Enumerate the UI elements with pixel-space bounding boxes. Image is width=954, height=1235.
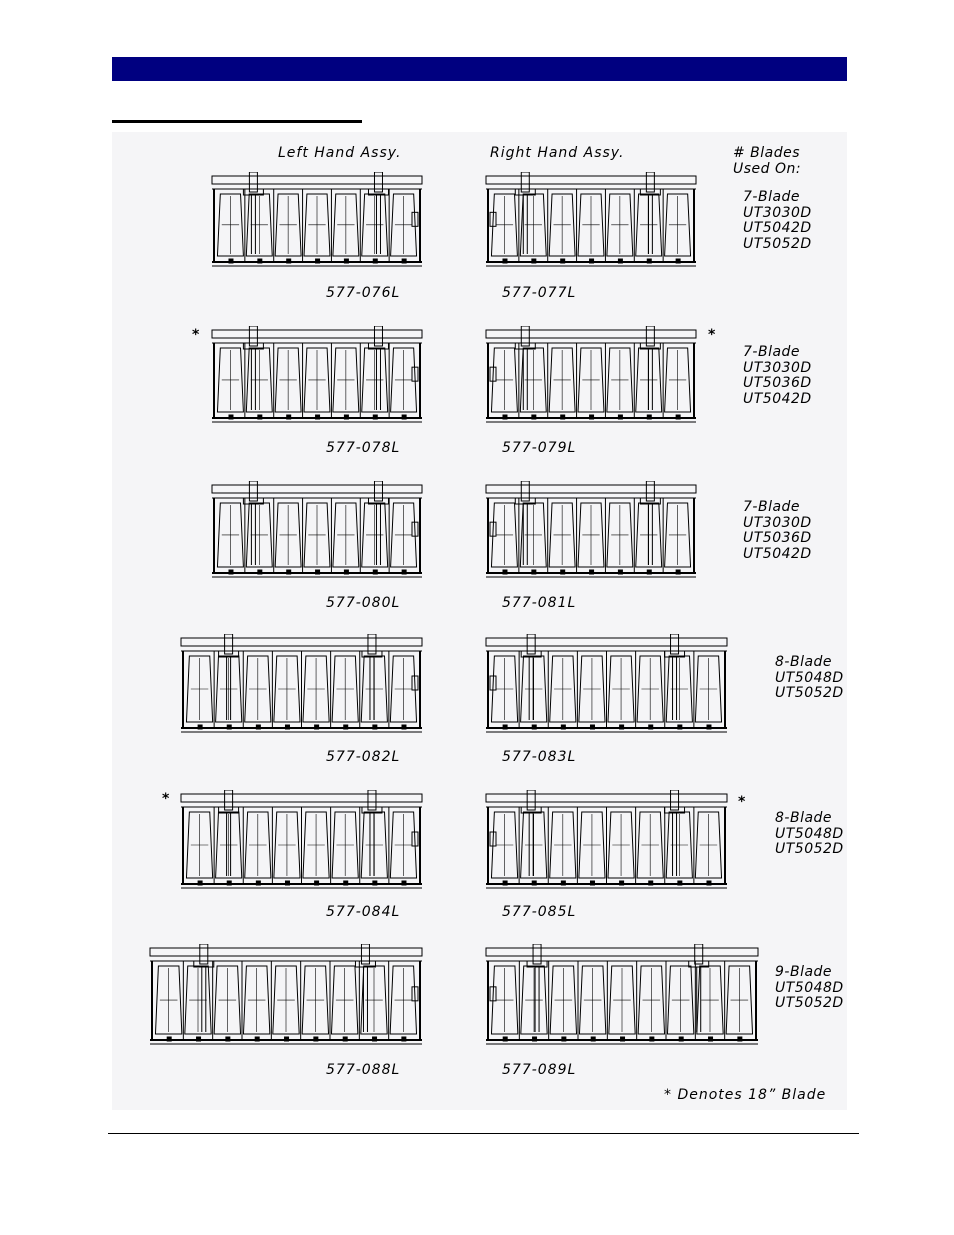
right-assembly-drawing (485, 790, 728, 890)
right-part-number: 577-081L (502, 595, 577, 611)
model-name: UT3030D (743, 359, 812, 376)
header-bar (112, 57, 847, 81)
model-name: UT3030D (743, 514, 812, 531)
blades-header-line1: # Blades (733, 145, 801, 161)
star-marker: * (162, 791, 170, 807)
left-part-number: 577-078L (326, 440, 401, 456)
right-part-number: 577-083L (502, 749, 577, 765)
right-hand-header: Right Hand Assy. (490, 145, 625, 161)
left-hand-header: Left Hand Assy. (278, 145, 402, 161)
right-part-number: 577-089L (502, 1062, 577, 1078)
model-name: UT5042D (743, 220, 812, 236)
star-marker: * (738, 794, 746, 810)
left-assembly-drawing (149, 944, 423, 1046)
blade-count: 7-Blade (743, 344, 801, 360)
model-name: UT5042D (743, 390, 812, 407)
star-marker: * (192, 327, 200, 343)
model-name: UT3030D (743, 204, 812, 221)
right-assembly-drawing (485, 172, 697, 268)
model-name: UT5052D (775, 995, 844, 1011)
blades-header-line2: Used On: (733, 160, 802, 177)
model-name: UT5036D (743, 375, 812, 391)
left-assembly-drawing (211, 326, 423, 424)
right-assembly-drawing (485, 326, 697, 424)
blade-model-list (743, 500, 812, 562)
model-name: UT5048D (775, 669, 844, 686)
blade-model-list (775, 655, 844, 702)
right-part-number: 577-085L (502, 904, 577, 920)
footnote: * Denotes 18” Blade (664, 1087, 827, 1103)
left-part-number: 577-076L (326, 285, 401, 301)
blade-count: 7-Blade (743, 189, 801, 205)
right-part-number: 577-077L (502, 285, 577, 301)
model-name: UT5036D (743, 530, 812, 546)
left-assembly-drawing (211, 481, 423, 579)
blade-count: 8-Blade (775, 810, 833, 826)
left-part-number: 577-084L (326, 904, 401, 920)
star-marker: * (708, 327, 716, 343)
footer-rule (108, 1133, 859, 1134)
blade-count: 9-Blade (775, 964, 833, 980)
right-part-number: 577-079L (502, 440, 577, 456)
left-assembly-drawing (180, 790, 423, 890)
blade-model-list (775, 811, 844, 858)
model-name: UT5052D (775, 841, 844, 857)
model-name: UT5048D (775, 825, 844, 842)
blade-model-list (775, 965, 844, 1012)
blade-model-list (743, 190, 812, 252)
blades-used-on-header (733, 146, 801, 177)
blade-count: 8-Blade (775, 654, 833, 670)
blade-model-list (743, 345, 812, 407)
model-name: UT5048D (775, 979, 844, 996)
left-assembly-drawing (211, 172, 423, 268)
section-underline (112, 120, 362, 123)
right-assembly-drawing (485, 944, 759, 1046)
right-assembly-drawing (485, 634, 728, 734)
model-name: UT5052D (743, 235, 812, 252)
left-assembly-drawing (180, 634, 423, 734)
left-part-number: 577-082L (326, 749, 401, 765)
blade-count: 7-Blade (743, 499, 801, 515)
model-name: UT5042D (743, 545, 812, 562)
left-part-number: 577-088L (326, 1062, 401, 1078)
right-assembly-drawing (485, 481, 697, 579)
model-name: UT5052D (775, 685, 844, 701)
left-part-number: 577-080L (326, 595, 401, 611)
